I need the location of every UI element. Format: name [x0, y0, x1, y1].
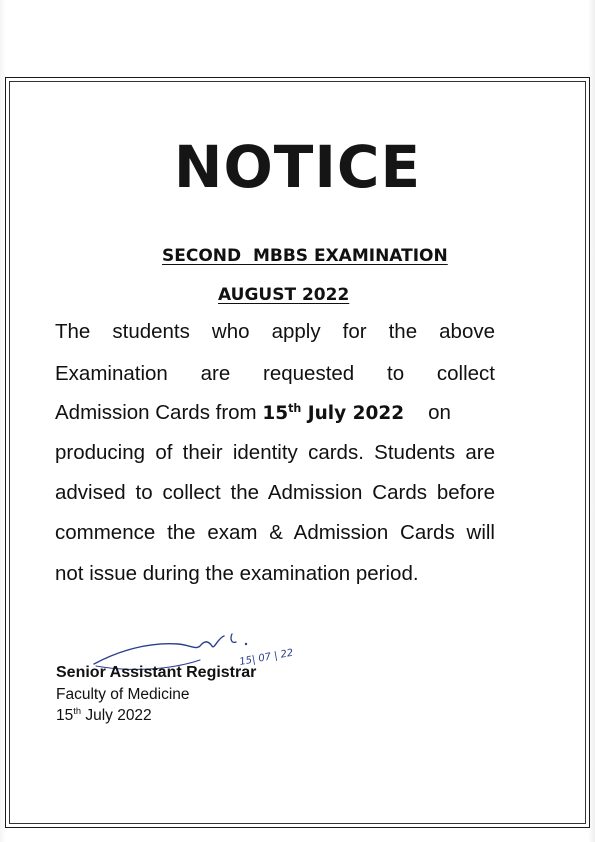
- date-suffix: th: [288, 401, 302, 415]
- exam-heading: SECOND MBBS EXAMINATION: [162, 246, 448, 266]
- signatory-faculty: Faculty of Medicine: [56, 686, 190, 703]
- exam-month-heading: AUGUST 2022: [218, 285, 350, 305]
- sig-date-rest: July 2022: [81, 707, 152, 724]
- body-line-1: The students who apply for the above: [55, 320, 495, 343]
- body-line-3-end: on: [428, 401, 451, 424]
- handwritten-date: 15| 07 | 22: [238, 647, 295, 668]
- signatory-role: Senior Assistant Registrar: [56, 664, 257, 681]
- signatory-date: [56, 707, 152, 725]
- body-line-3: [55, 401, 495, 425]
- body-line-2: Examination are requested to collect: [55, 362, 495, 385]
- body-line-3-start: Admission Cards from: [55, 401, 263, 424]
- sig-date-suffix: th: [73, 705, 82, 716]
- sig-date-day: 15: [56, 707, 74, 724]
- date-rest: July 2022: [301, 403, 405, 424]
- body-line-7: not issue during the examination period.: [55, 562, 419, 585]
- notice-title: NOTICE: [173, 133, 422, 201]
- date-day: 15: [262, 403, 289, 424]
- body-line-5: advised to collect the Admission Cards before: [55, 481, 495, 504]
- body-line-4: producing of their identity cards. Students are: [55, 441, 495, 464]
- admission-start-date: [262, 403, 404, 424]
- body-line-6: commence the exam & Admission Cards will: [55, 521, 495, 544]
